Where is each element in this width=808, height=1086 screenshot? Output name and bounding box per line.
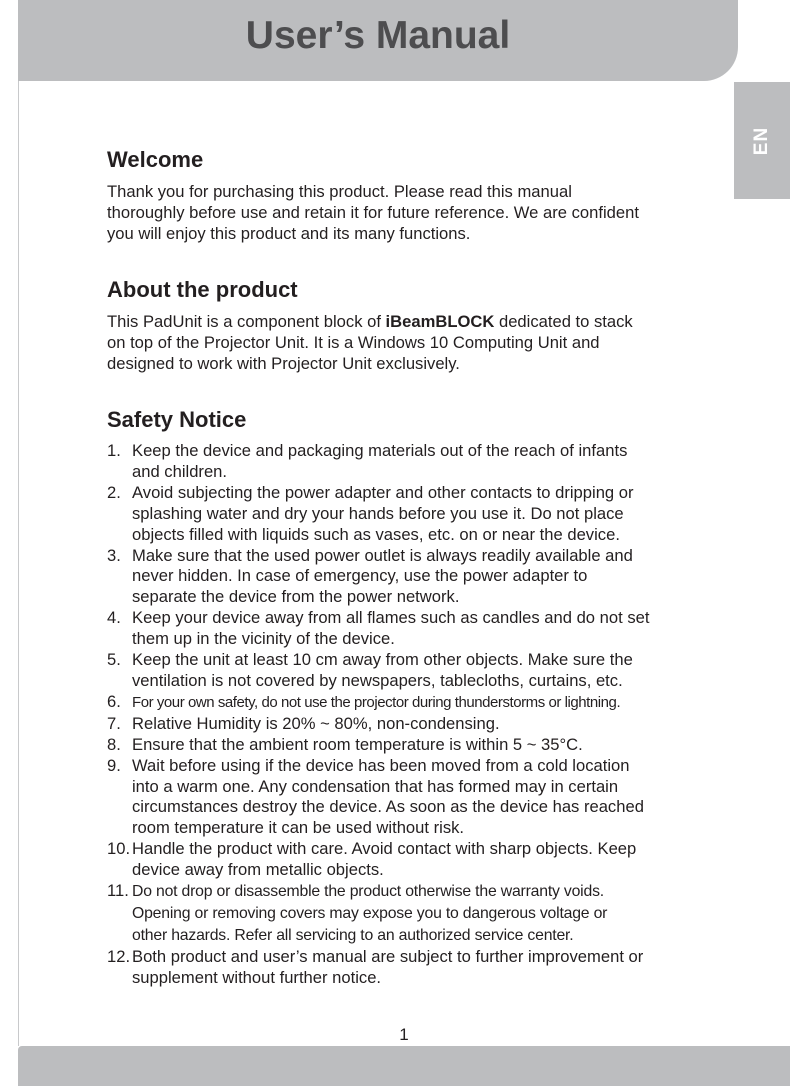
footer-bar bbox=[18, 1046, 790, 1086]
welcome-line: thoroughly before use and retain it for future reference. We are confident bbox=[107, 203, 639, 222]
item-number: 1. bbox=[107, 441, 121, 460]
item-text bbox=[132, 608, 649, 648]
welcome-paragraph bbox=[107, 181, 707, 244]
item-number: 9. bbox=[107, 755, 121, 775]
about-heading: About the product bbox=[107, 277, 298, 302]
item-text-line: Keep the device and packaging materials out of the reach of infants bbox=[132, 441, 628, 460]
language-tab-label: EN bbox=[751, 126, 772, 155]
item-text bbox=[132, 650, 633, 690]
product-name: iBeamBLOCK bbox=[385, 312, 495, 331]
item-number: 3. bbox=[107, 545, 121, 565]
item-text-line: Handle the product with care. Avoid contact with sharp objects. Keep bbox=[132, 839, 637, 859]
safety-notice-item bbox=[107, 735, 707, 756]
safety-notice-item bbox=[107, 947, 707, 989]
item-text-line: objects filled with liquids such as vases, etc. on or near the device. bbox=[132, 524, 620, 544]
item-text-line: separate the device from the power network. bbox=[132, 587, 460, 607]
item-text-line: Ensure that the ambient room temperature is within 5 ~ 35°C. bbox=[132, 734, 583, 754]
item-text-line: Do not drop or disassemble the product otherwise the warranty voids. bbox=[132, 883, 604, 901]
item-text bbox=[132, 694, 620, 711]
item-text-line: and children. bbox=[132, 461, 228, 481]
item-text-line: Opening or removing covers may expose you to dangerous voltage or bbox=[132, 904, 608, 922]
safety-notice-item bbox=[107, 483, 707, 546]
left-margin-rule bbox=[18, 81, 19, 1046]
item-text-line: them up in the vicinity of the device. bbox=[132, 629, 395, 649]
item-number: 7. bbox=[107, 713, 121, 733]
item-text bbox=[132, 839, 636, 879]
language-tab bbox=[734, 82, 790, 199]
item-number: 4. bbox=[107, 608, 121, 628]
safety-heading: Safety Notice bbox=[107, 407, 247, 432]
item-text-line: Keep the unit at least 10 cm away from other objects. Make sure the bbox=[132, 650, 633, 670]
item-text-line: Relative Humidity is 20% ~ 80%, non-condensing. bbox=[132, 713, 500, 733]
welcome-line: Thank you for purchasing this product. Please read this manual bbox=[107, 182, 572, 201]
about-text: dedicated to stack bbox=[494, 312, 633, 331]
item-text bbox=[132, 714, 500, 733]
item-text-line: Keep your device away from all flames such as candles and do not set bbox=[132, 608, 650, 628]
safety-notice-item bbox=[107, 756, 707, 840]
item-text-line: never hidden. In case of emergency, use the power adapter to bbox=[132, 566, 588, 586]
safety-notice-item bbox=[107, 608, 707, 650]
item-text-line: Both product and user’s manual are subject to further improvement or bbox=[132, 946, 644, 966]
item-text-line: Avoid subjecting the power adapter and other contacts to dripping or bbox=[132, 482, 634, 502]
item-number: 6. bbox=[107, 691, 121, 711]
item-text-line: splashing water and dry your hands before you use it. Do not place bbox=[132, 503, 624, 523]
item-number: 5. bbox=[107, 650, 121, 670]
page-title: User’s Manual bbox=[245, 14, 511, 57]
item-text-line: other hazards. Refer all servicing to an authorized service center. bbox=[132, 926, 574, 944]
safety-notice-item bbox=[107, 650, 707, 692]
safety-notice-item bbox=[107, 441, 707, 483]
safety-notice-item bbox=[107, 714, 707, 735]
item-text-line: room temperature it can be used without risk. bbox=[132, 818, 465, 838]
safety-notice-item bbox=[107, 881, 707, 947]
safety-notice-item bbox=[107, 839, 707, 881]
item-number: 10. bbox=[107, 839, 131, 859]
item-text bbox=[132, 735, 583, 754]
item-text-line: ventilation is not covered by newspapers, tablecloths, curtains, etc. bbox=[132, 670, 623, 690]
safety-notice-item bbox=[107, 546, 707, 609]
item-text-line: Wait before using if the device has been moved from a cold location bbox=[132, 755, 630, 775]
item-text-line: into a warm one. Any condensation that has formed may in certain bbox=[132, 776, 619, 796]
about-paragraph bbox=[107, 311, 707, 374]
welcome-line: you will enjoy this product and its many functions. bbox=[107, 224, 471, 243]
item-text-line: For your own safety, do not use the projector during thunderstorms or lightning. bbox=[132, 693, 621, 711]
item-text-line: supplement without further notice. bbox=[132, 967, 382, 987]
item-number: 2. bbox=[107, 482, 121, 502]
header-bar bbox=[18, 0, 738, 81]
about-line: on top of the Projector Unit. It is a Windows 10 Computing Unit and bbox=[107, 333, 600, 352]
item-text-line: circumstances destroy the device. As soon as the device has reached bbox=[132, 797, 644, 817]
item-number: 12. bbox=[107, 946, 131, 966]
about-text: This PadUnit is a component block of bbox=[107, 312, 386, 331]
item-number: 11. bbox=[107, 881, 129, 901]
page-number: 1 bbox=[399, 1025, 409, 1044]
item-text bbox=[132, 756, 644, 838]
item-text-line: Make sure that the used power outlet is always readily available and bbox=[132, 545, 633, 565]
item-text bbox=[132, 546, 633, 607]
safety-notice-item bbox=[107, 692, 707, 714]
welcome-heading: Welcome bbox=[107, 147, 204, 172]
item-text bbox=[132, 947, 643, 987]
about-line: designed to work with Projector Unit exclusively. bbox=[107, 354, 460, 373]
item-text bbox=[132, 483, 634, 544]
item-text-line: device away from metallic objects. bbox=[132, 860, 384, 880]
item-number: 8. bbox=[107, 734, 121, 754]
safety-notice-list bbox=[107, 441, 707, 989]
item-text bbox=[132, 441, 627, 481]
item-text bbox=[132, 883, 607, 944]
